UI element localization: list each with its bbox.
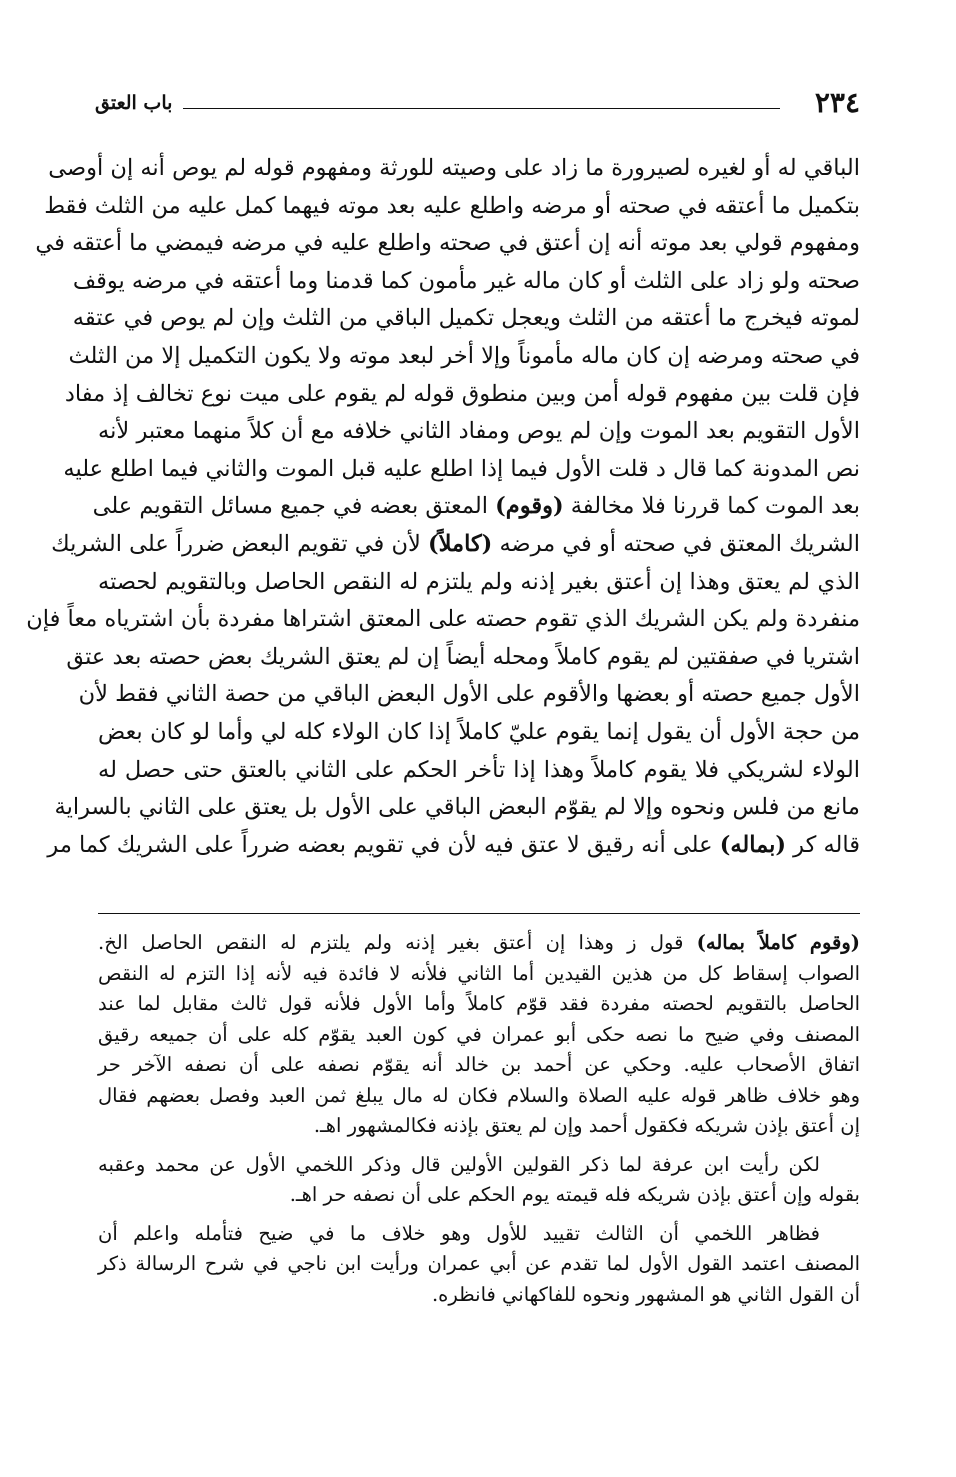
footnote-line: اتفاق الأصحاب عليه. وحكي عن أحمد بن خالد أنه يقوّم نصفه على أن نصفه الآخر حر — [98, 1053, 860, 1076]
footnote-line: الصواب إسقاط كل من هذين القيدين أما الثاني فلأنه لا فائدة فيه لأنه إذا التزم له النقص — [98, 961, 860, 985]
text-segment: على أنه رقيق لا عتق فيه لأن في تقويم بعضه ضرراً على الشريك كما مر — [47, 831, 720, 858]
text-line: في صحته ومرضه إن كان ماله مأموناً وإلا أخر لبعد موته ولا يكون التكميل إلا من الثلث — [68, 342, 860, 369]
footnote-line — [98, 928, 860, 959]
footnote-line: لكن رأيت ابن عرفة لما ذكر القولين الأولين قال وذكر اللخمي الأول عن محمد وعقبه — [98, 1152, 820, 1176]
text-line: الذي لم يعتق وهذا إن أعتق بغير إذنه ولم يلتزم له النقص الحاصل وبالتقويم لحصته — [98, 568, 860, 595]
text-line: صحته ولو زاد على الثلث أو كان ماله غير مأمون كما قدمنا وما أعتقه في مرضه يوقف — [72, 267, 860, 294]
header-rule — [183, 108, 780, 109]
matn-keyword: (بماله) — [719, 831, 787, 858]
footnote-line: أن القول الثاني هو المشهور ونحوه للفاكهاني فانظره. — [431, 1282, 860, 1306]
text-line: الولاء لشريكي فلا يقوم كاملاً وهذا إذا تأخر الحكم على الثاني بالعتق حتى حصل له — [98, 756, 860, 783]
text-line — [92, 488, 860, 526]
footnote-line: المصنف اعتمد القول الأول لما تقدم عن أبي عمران ورأيت ابن ناجي في شرح الرسالة ذكر — [98, 1252, 860, 1275]
page-number: ٢٣٤ — [814, 86, 860, 119]
text-line: نص المدونة كما قال د قلت الأول فيما إذا اطلع عليه قبل الموت والثاني فيما اطلع عليه — [63, 455, 860, 482]
text-line: اشتريا في صفقتين لم يقوم كاملاً ومحله أيضاً إن لم يعتق الشريك بعض حصته بعد عتق — [66, 643, 860, 670]
text-line: الأول التقويم بعد الموت وإن لم يوص ومفاد الثاني خلافه مع أن كلاً منهما معتبر لأنه — [98, 418, 860, 445]
footnote-line: إن أعتق بإذن شريكه فكقول أحمد وإن لم يعتق بإذنه فكالمشهور اهـ. — [313, 1114, 860, 1137]
text-segment: الشريك المعتق في صحته أو في مرضه — [492, 530, 860, 557]
text-line: لموته فيخرج ما أعتقه من الثلث ويعجل تكميل الباقي من الثلث وإن لم يوص في عتقه — [72, 305, 860, 332]
text-segment: لأن في تقويم البعض ضرراً على الشريك — [51, 530, 428, 557]
footnote-line: وهو خلاف ظاهر قوله عليه الصلاة والسلام فكان له مال يبلغ ثمن العبد وفصل بعضهم فقال — [98, 1083, 860, 1107]
text-line — [47, 827, 860, 865]
footnote-separator — [98, 913, 860, 914]
footnote-block — [98, 1219, 860, 1311]
running-header — [95, 86, 860, 120]
text-line — [51, 526, 860, 564]
text-segment: قاله كر — [786, 831, 860, 858]
footnote-block — [98, 1150, 860, 1211]
footnote-line: الحاصل بالتقويم لحصته مفردة فقد قوّم كاملاً وأما الأول فلأنه قول ثالث مقابل لما عند — [98, 992, 860, 1015]
text-line: الأول جميع حصته أو بعضها والأقوم على الأول البعض الباقي من حصة الثاني فقط لأن — [78, 681, 860, 708]
text-line: من حجة الأول أن يقول إنما يقوم عليّ كاملاً إذا كان الولاء كله لي وأما لو كان بعض — [98, 718, 860, 745]
footnote-line: المصنف وفي ضيح ما نصه حكى أبو عمران في كون العبد يقوّم كله على أن جميعه رقيق — [98, 1022, 860, 1046]
text-segment: بعد الموت كما قررنا فلا مخالفة — [563, 493, 860, 520]
text-line: الباقي له أو لغيره لصيرورة ما زاد على وصيته للورثة ومفهوم قوله لم يوص أنه إن أوصى — [48, 155, 860, 181]
text-segment: قول ز وهذا إن أعتق بغير إذنه ولم يلتزم له النقص الحاصل الخ. — [98, 931, 697, 954]
text-line: ومفهوم قولي بعد موته أنه إن أعتق في صحته واطلع عليه في مرضه فيمضي ما أعتقه في — [35, 230, 860, 257]
text-segment: المعتق بعضه في جميع مسائل التقويم على — [92, 493, 496, 520]
main-text — [26, 150, 860, 864]
text-line: مانع من فلس ونحوه وإلا لم يقوّم البعض الباقي على الأول بل يعتق على الثاني بالسراية — [54, 794, 860, 821]
matn-keyword: (وقوم) — [495, 493, 564, 520]
footnotes — [98, 928, 860, 1318]
text-line: فإن قلت بين مفهوم قوله أمن وبين منطوق قوله لم يقوم على ميت نوع تخالف إذ مفاد — [64, 380, 860, 407]
footnote-line: بقوله وإن أعتق بإذن شريكه فله قيمته يوم الحكم على أن نصفه حر اهـ. — [289, 1183, 860, 1206]
text-line: بتكميل ما أعتقه في صحته أو مرضه واطلع عليه بعد موته فيهما كمل عليه من الثلث فقط — [44, 192, 860, 219]
text-line: منفردة ولم يكن الشريك الذي تقوم حصته على المعتق اشتراها مفردة بأن اشترياه معاً فإن — [26, 606, 860, 633]
footnote-keyword: (وقوم كاملاً بماله) — [696, 931, 860, 954]
footnote-block — [98, 928, 860, 1142]
chapter-title: باب العتق — [95, 92, 173, 114]
matn-keyword: (كاملاً) — [427, 530, 493, 557]
footnote-line: فظاهر اللخمي أن الثالث تقييد للأول وهو خلاف ما في ضيح فتأمله واعلم أن — [98, 1221, 820, 1245]
